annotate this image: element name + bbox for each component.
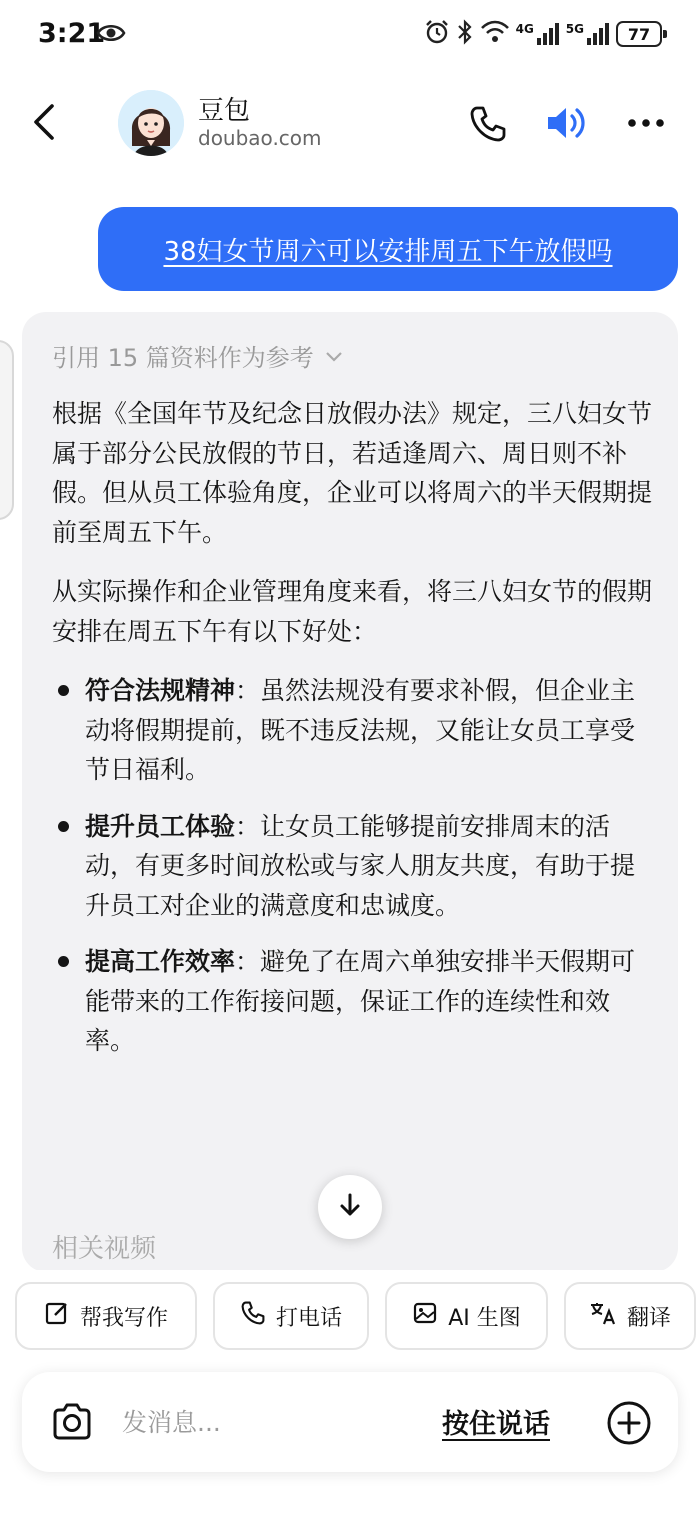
battery-icon: 77	[616, 21, 662, 47]
list-item-text: ：让女员工能够提前安排周末的活动，有更多时间放松或与家人朋友共度，有助于提升员工对企业的满意度和忠诚度。	[85, 811, 636, 920]
signal-icon	[516, 22, 560, 46]
quick-actions	[0, 1270, 700, 1370]
quick-action-write[interactable]	[15, 1282, 197, 1350]
list-item-title: 提高工作效率	[85, 947, 236, 976]
more-icon[interactable]	[626, 108, 666, 138]
phone-icon	[240, 1300, 266, 1332]
references-toggle[interactable]	[52, 338, 344, 373]
status-bar	[0, 0, 700, 70]
list-item-text: ：避免了在周六单独安排半天假期可能带来的工作衔接问题，保证工作的连续性和效率。	[85, 947, 636, 1055]
chevron-down-icon	[324, 342, 344, 370]
edit-icon	[44, 1300, 70, 1332]
quick-action-label: 帮我写作	[79, 1305, 168, 1331]
list-item	[52, 807, 657, 926]
translate-icon	[589, 1300, 617, 1332]
eye-icon	[96, 22, 126, 48]
quick-action-label: AI 生图	[448, 1305, 521, 1331]
list-item-title: 提升员工体验	[85, 811, 236, 841]
network-type-1: 4G	[515, 22, 534, 36]
image-icon	[412, 1300, 438, 1332]
list-item	[52, 942, 657, 1061]
side-drawer-handle[interactable]	[0, 340, 14, 520]
user-message-text: 38妇女节周六可以安排周五下午放假吗	[163, 236, 613, 267]
bullet-icon	[58, 821, 69, 832]
quick-action-image[interactable]	[385, 1282, 548, 1350]
user-message-bubble[interactable]	[98, 207, 678, 291]
message-input[interactable]	[122, 1402, 422, 1442]
benefit-list	[52, 671, 657, 1061]
list-item-text: ：虽然法规没有要求补假，但企业主动将假期提前，既不违反法规，又能让女员工享受节日福利。	[85, 676, 636, 784]
answer-paragraph-1: 根据《全国年节及纪念日放假办法》规定，三八妇女节属于部分公民放假的节日，若适逢周六、周日则不补假。但从员工体验角度，企业可以将周六的半天假期提前至周五下午。	[52, 399, 653, 547]
signal-icon-2	[566, 22, 610, 46]
phone-icon[interactable]	[468, 104, 508, 144]
bluetooth-icon	[456, 19, 474, 49]
bot-domain: doubao.com	[198, 126, 322, 150]
camera-icon[interactable]	[50, 1400, 94, 1444]
list-item	[52, 671, 657, 790]
answer-paragraph-2: 从实际操作和企业管理角度来看，将三八妇女节的假期安排在周五下午有以下好处：	[52, 577, 653, 646]
plus-icon[interactable]	[606, 1400, 652, 1446]
answer-body	[52, 394, 657, 1078]
arrow-down-icon	[336, 1191, 364, 1223]
speaker-icon[interactable]	[544, 102, 590, 144]
quick-action-label: 翻译	[626, 1305, 671, 1331]
avatar[interactable]	[118, 90, 184, 156]
quick-action-label: 打电话	[275, 1305, 342, 1331]
status-time: 3:21	[38, 18, 106, 49]
related-videos-heading: 相关视频	[52, 1234, 157, 1264]
chat-header	[0, 80, 700, 170]
bullet-icon	[58, 956, 69, 967]
references-label: 引用 15 篇资料作为参考	[52, 344, 314, 372]
network-type-2: 5G	[565, 22, 584, 36]
quick-action-translate[interactable]	[564, 1282, 696, 1350]
alarm-icon	[424, 19, 450, 49]
message-input-bar	[22, 1372, 678, 1472]
wifi-icon	[480, 20, 510, 48]
bot-name: 豆包	[198, 96, 251, 126]
quick-action-call[interactable]	[213, 1282, 369, 1350]
bullet-icon	[58, 685, 69, 696]
list-item-title: 符合法规精神	[85, 676, 236, 705]
back-arrow-icon[interactable]	[26, 102, 66, 142]
scroll-down-button[interactable]	[318, 1175, 382, 1239]
answer-card	[22, 312, 678, 1272]
hold-to-talk-button[interactable]: 按住说话	[442, 1409, 550, 1440]
